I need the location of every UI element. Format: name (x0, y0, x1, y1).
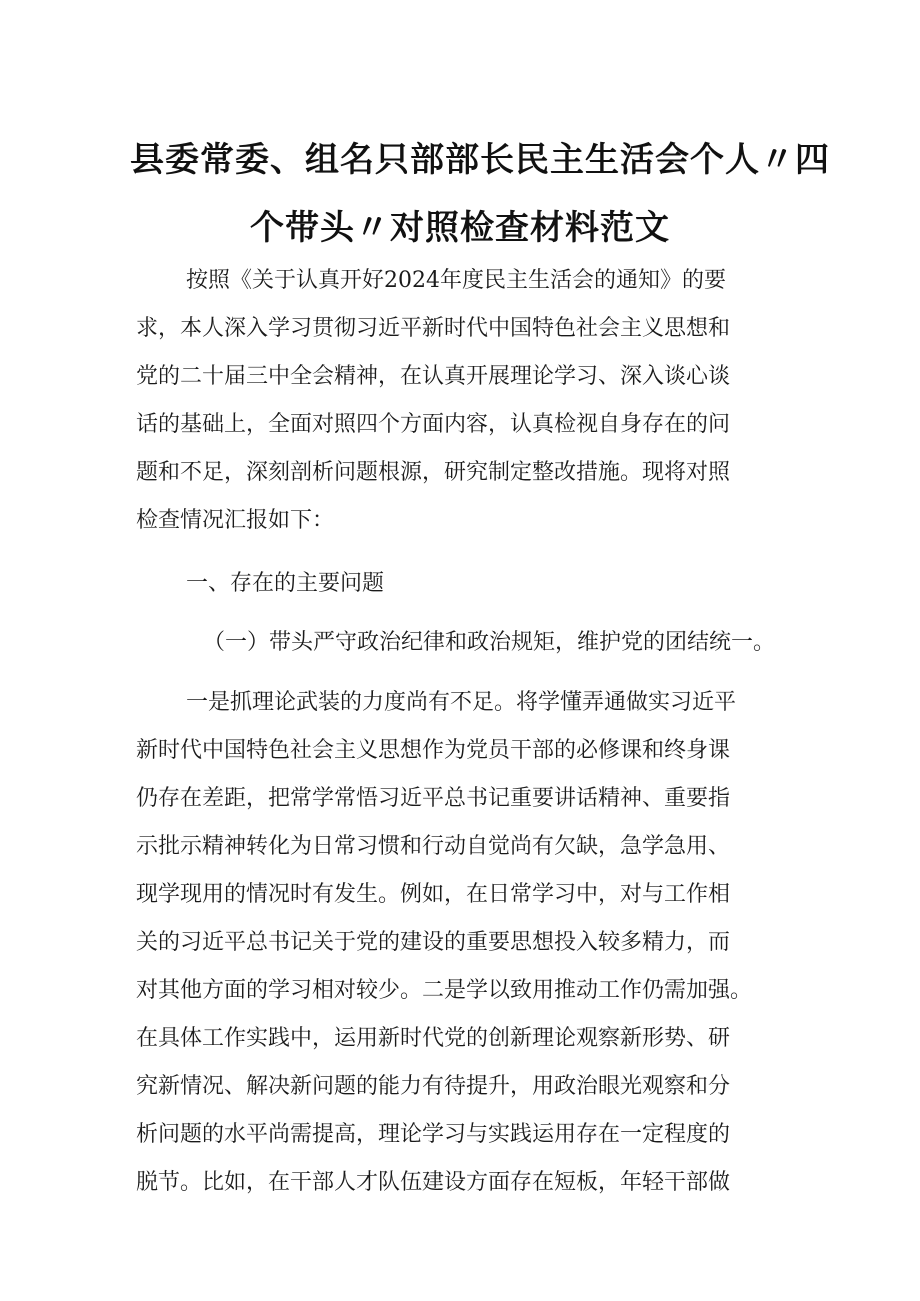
paragraph-line: 对其他方面的学习相对较少。二是学以致用推动工作仍需加强。 (136, 978, 753, 1003)
document-title-line-1: 县委常委、组名只部部长民主生活会个人〃四 (130, 140, 830, 180)
paragraph-line: 析问题的水平尚需提高，理论学习与实践运用存在一定程度的 (136, 1122, 731, 1147)
paragraph-line: 检查情况汇报如下： (136, 508, 335, 533)
paragraph-line: 在具体工作实践中，运用新时代党的创新理论观察新形势、研 (136, 1026, 731, 1051)
document-title-line-2: 个带头〃对照检查材料范文 (250, 208, 670, 248)
paragraph-line: 按照《关于认真开好2024年度民主生活会的通知》的要 (186, 268, 726, 293)
paragraph-line: 究新情况、解决新问题的能力有待提升，用政治眼光观察和分 (136, 1074, 731, 1099)
paragraph-line: 关的习近平总书记关于党的建设的重要思想投入较多精力，而 (136, 930, 731, 955)
paragraph-line: 脱节。比如，在干部人才队伍建设方面存在短板，年轻干部做 (136, 1170, 731, 1195)
paragraph-line: 示批示精神转化为日常习惯和行动自觉尚有欠缺，急学急用、 (136, 834, 731, 859)
section-heading: 一、存在的主要问题 (186, 571, 385, 596)
paragraph-line: 求，本人深入学习贯彻习近平新时代中国特色社会主义思想和 (136, 316, 731, 341)
paragraph-line: 话的基础上，全面对照四个方面内容，认真检视自身存在的问 (136, 412, 731, 437)
paragraph-line: 党的二十届三中全会精神，在认真开展理论学习、深入谈心谈 (136, 364, 731, 389)
paragraph-line: 新时代中国特色社会主义思想作为党员干部的必修课和终身课 (136, 738, 731, 763)
paragraph-line: 现学现用的情况时有发生。例如，在日常学习中，对与工作相 (136, 882, 731, 907)
paragraph-line: 仍存在差距，把常学常悟习近平总书记重要讲话精神、重要指 (136, 786, 731, 811)
paragraph-line: 题和不足，深刻剖析问题根源，研究制定整改措施。现将对照 (136, 460, 731, 485)
paragraph-line: 一是抓理论武装的力度尚有不足。将学懂弄通做实习近平 (186, 690, 737, 715)
subsection-heading: （一）带头严守政治纪律和政治规矩，维护党的团结统一。 (203, 630, 776, 655)
